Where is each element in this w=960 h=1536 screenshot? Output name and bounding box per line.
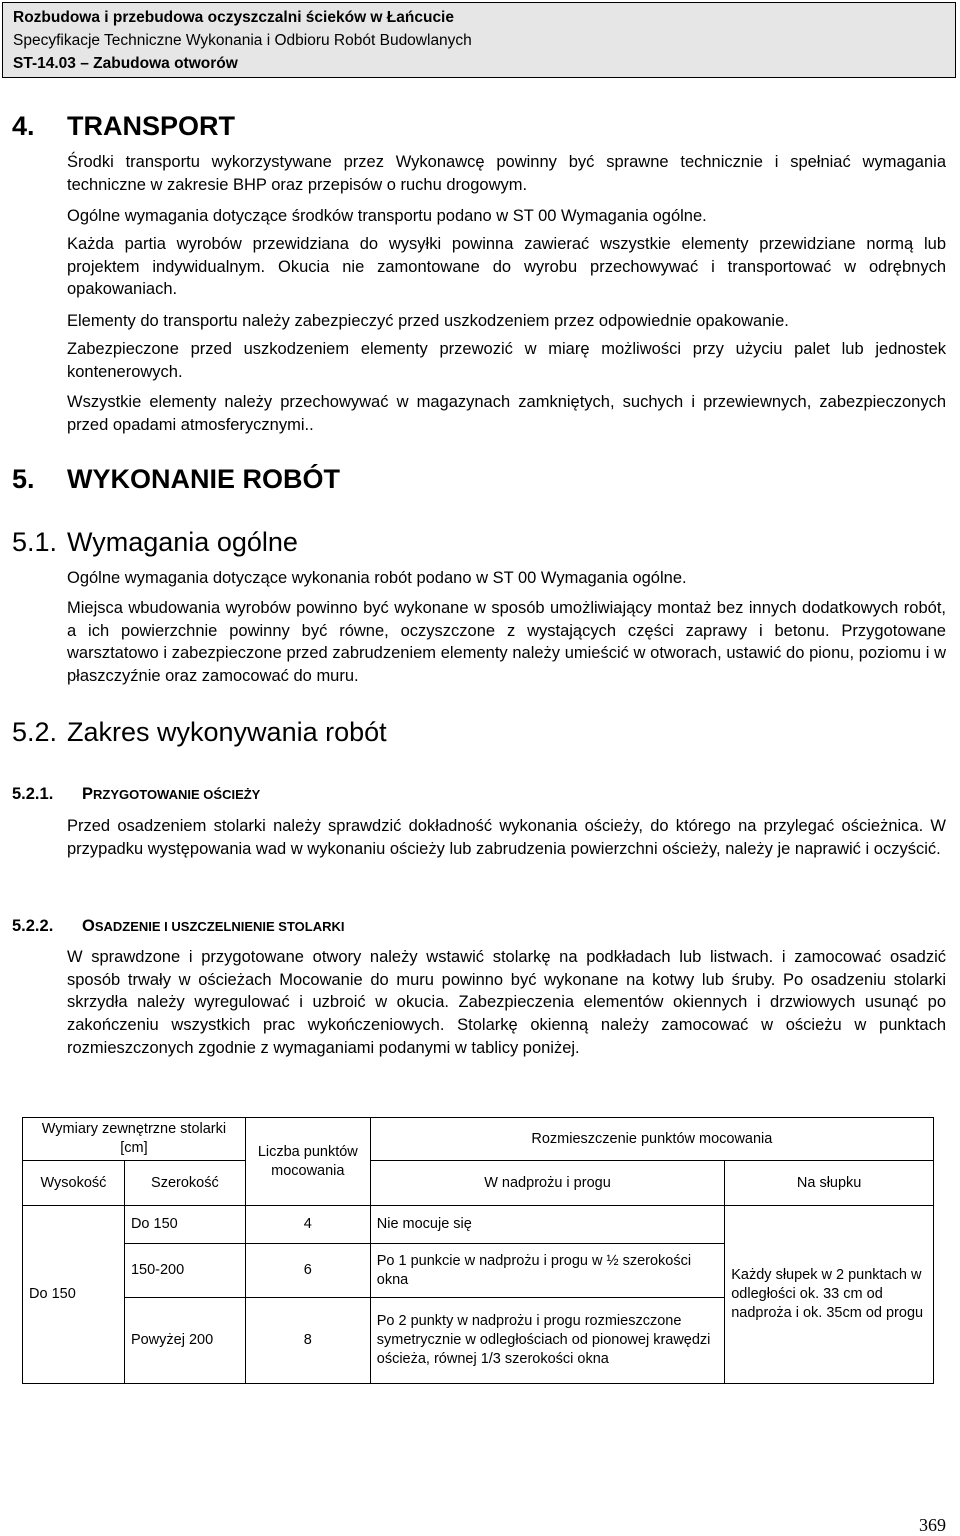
subsection-number: 5.2.2.	[12, 917, 54, 935]
paragraph: Elementy do transportu należy zabezpieczyć przed uszkodzeniem przez odpowiednie opakowanie.	[67, 312, 789, 330]
subsection-title: Wymagania ogólne	[67, 527, 298, 557]
subsection-5-2-1-heading	[12, 785, 260, 804]
table-cell-lintel: Po 1 punkcie w nadprożu i progu w ½ szerokości okna	[370, 1244, 724, 1298]
table-cell-lintel: Po 2 punkty w nadprożu i progu rozmieszczone symetrycznie w odległościach od pionowej krawędzi ościeża, równej 1/3 szerokości okna	[370, 1298, 724, 1384]
header-spec-title: Specyfikacje Techniczne Wykonania i Odbioru Robót Budowlanych	[13, 32, 472, 49]
section-title: WYKONANIE ROBÓT	[67, 464, 340, 494]
paragraph: Przed osadzeniem stolarki należy sprawdzić dokładność wykonania ościeży, do którego na przylegać ościeżnica. W przypadku występowania wad w wykonaniu ościeży lub zabrudzenia powierzchni ościeży, należy je naprawić i oczyścić.	[67, 817, 946, 858]
title-initial: O	[82, 917, 95, 935]
table-row	[23, 1206, 934, 1244]
paragraph: W sprawdzone i przygotowane otwory należy wstawić stolarkę na podkładach lub listwach. i zamocować osadzić sposób trwały w ościeżach Mocowanie do muru powinno być wykonane na kotwy lub śruby. Po osadzeniu stolarki skrzydła należy wyregulować i uzbroić w okucia. Zabezpieczenia elementów okiennych i drzwiowych usunąć po zakończeniu wszystkich prac wykończeniowych. Stolarkę okienną należy zamocować w ościeżu w punktach rozmieszczonych zgodnie z wymaganiami podanymi w tablicy poniżej.	[67, 948, 946, 1057]
paragraph: Ogólne wymagania dotyczące środków transportu podano w ST 00 Wymagania ogólne.	[67, 207, 707, 225]
paragraph: Zabezpieczone przed uszkodzeniem elementy przewozić w miarę możliwości przy użyciu palet lub jednostek kontenerowych.	[67, 340, 946, 381]
table-cell-count: 4	[245, 1206, 370, 1244]
title-rest: RZYGOTOWANIE OŚCIEŻY	[93, 787, 261, 802]
table-cell-width: Do 150	[124, 1206, 245, 1244]
subsection-title: Zakres wykonywania robót	[67, 717, 387, 747]
table-header-count: Liczba punktów mocowania	[245, 1118, 370, 1206]
table-cell-count: 8	[245, 1298, 370, 1384]
section-number: 5.	[12, 464, 35, 494]
table-header-layout: Rozmieszczenie punktów mocowania	[370, 1118, 933, 1161]
section-title: TRANSPORT	[67, 111, 235, 141]
table-cell-post: Każdy słupek w 2 punktach w odległości ok. 33 cm od nadproża i ok. 35cm od progu	[725, 1206, 934, 1384]
subsection-number: 5.1.	[12, 527, 58, 557]
subsection-number: 5.2.1.	[12, 785, 54, 803]
subsection-5-1-heading	[12, 527, 298, 558]
table-cell-height: Do 150	[23, 1206, 125, 1384]
table-cell-width: 150-200	[124, 1244, 245, 1298]
table-header-lintel: W nadprożu i progu	[370, 1161, 724, 1206]
document-header	[2, 2, 956, 78]
mounting-points-table	[22, 1117, 934, 1384]
table-header-height: Wysokość	[23, 1161, 125, 1206]
paragraph: Każda partia wyrobów przewidziana do wysyłki powinna zawierać wszystkie elementy przewidziane normą lub projektem indywidualnym. Okucia nie zamontowane do wyrobu przechowywać i transportować w odrębnych opakowaniach.	[67, 235, 946, 299]
section-4-heading	[12, 111, 235, 142]
title-rest: SADZENIE I USZCZELNIENIE STOLARKI	[94, 919, 345, 934]
paragraph: Wszystkie elementy należy przechowywać w magazynach zamkniętych, suchych i przewiewnych, zabezpieczonych przed opadami atmosferycznymi..	[67, 393, 946, 434]
paragraph: Ogólne wymagania dotyczące wykonania robót podano w ST 00 Wymagania ogólne.	[67, 569, 687, 587]
section-5-heading	[12, 464, 340, 495]
table-header-post: Na słupku	[725, 1161, 934, 1206]
subsection-number: 5.2.	[12, 717, 58, 747]
title-initial: P	[82, 785, 94, 803]
subsection-5-2-2-heading	[12, 917, 345, 936]
page-number: 369	[919, 1515, 946, 1535]
table-cell-lintel: Nie mocuje się	[370, 1206, 724, 1244]
paragraph: Środki transportu wykorzystywane przez Wykonawcę powinny być sprawne technicznie i spełniać wymagania techniczne w zakresie BHP oraz przepisów o ruchu drogowym.	[67, 153, 946, 194]
section-number: 4.	[12, 111, 35, 141]
table-cell-count: 6	[245, 1244, 370, 1298]
table-header-dimensions: Wymiary zewnętrzne stolarki [cm]	[23, 1118, 246, 1161]
table-header-width: Szerokość	[124, 1161, 245, 1206]
table-cell-width: Powyżej 200	[124, 1298, 245, 1384]
header-project-title: Rozbudowa i przebudowa oczyszczalni ścieków w Łańcucie	[13, 9, 454, 26]
header-section-code: ST-14.03 – Zabudowa otworów	[13, 55, 238, 72]
paragraph: Miejsca wbudowania wyrobów powinno być wykonane w sposób umożliwiający montaż bez innych dodatkowych robót, a ich powierzchnie powinny być równe, oczyszczone z wystających części zaprawy i betonu. Przygotowane warsztatowo i zabezpieczone przed zabrudzeniem elementy należy umieścić w otworach, ustawić do pionu, poziomu i w płaszczyźnie oraz zamocować do muru.	[67, 599, 946, 686]
subsection-5-2-heading	[12, 717, 387, 748]
